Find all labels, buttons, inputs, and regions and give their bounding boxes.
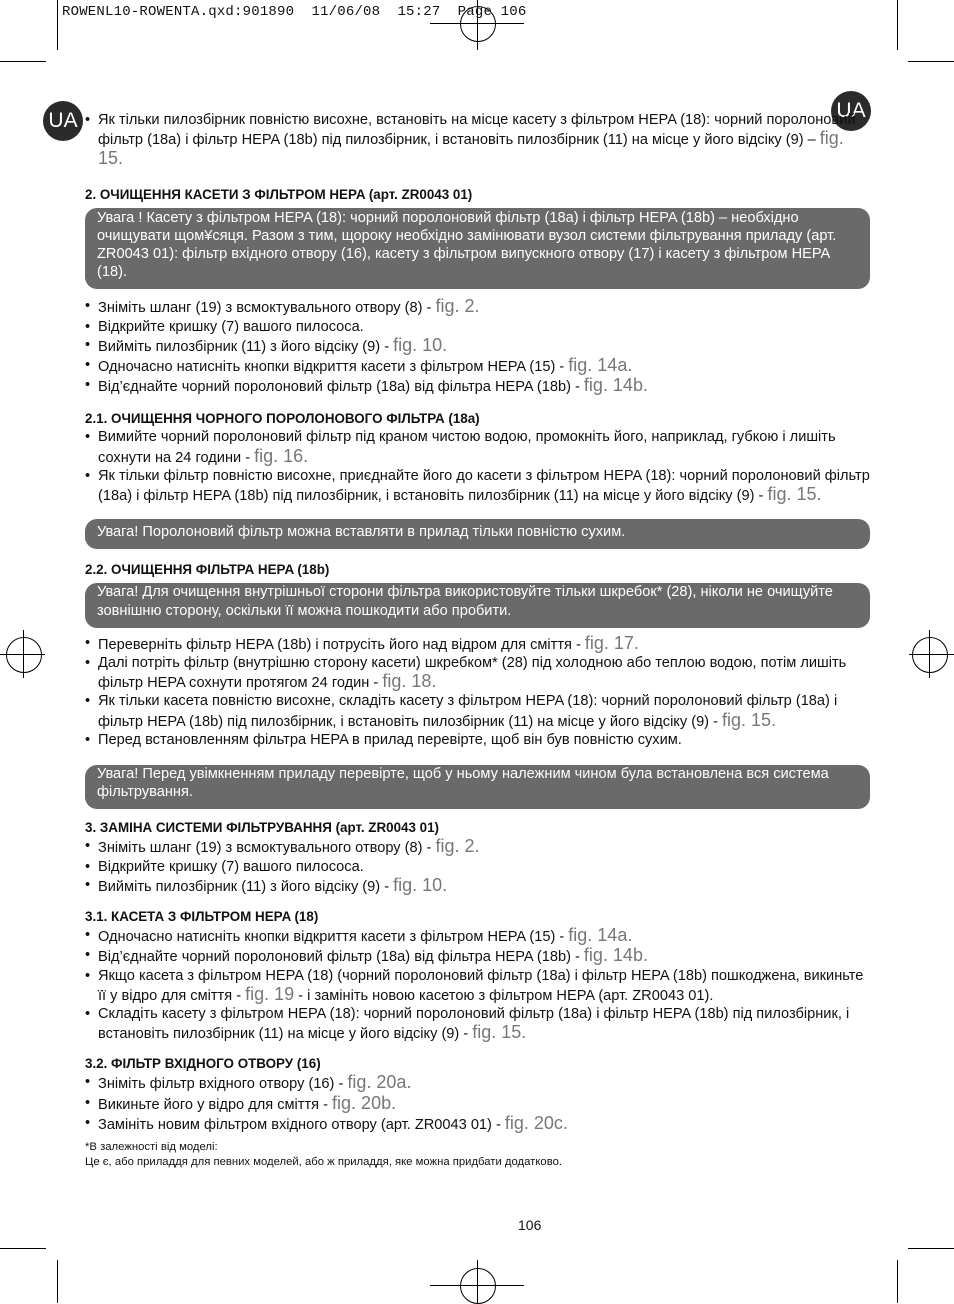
file-header: ROWENL10-ROWENTA.qxd:901890 11/06/08 15:27 Page 106 bbox=[62, 4, 527, 20]
list-item: • Вимийте чорний поролоновий фільтр під краном чистою водою, промокніть його, наприклад, губкою і лишіть сохнути на 24 години - fig. 16. bbox=[85, 428, 870, 466]
list-item: • Зніміть шланг (19) з всмоктувального отвору (8) - fig. 2. bbox=[85, 837, 870, 857]
crop-mark bbox=[897, 1260, 898, 1303]
footnote bbox=[85, 1140, 870, 1170]
crop-mark bbox=[430, 23, 524, 24]
list-item: • Як тільки фільтр повністю висохне, приєднайте його до касети з фільтром HEPA (18): чорний поролоновий фільтр (18a) і фільтр HEPA (18b) під пилозбірник, і встановіть пилозбірник (11) на місце у його відсіку (9) - fig. 15. bbox=[85, 467, 870, 505]
section-2-2-warning: Увага! Для очищення внутрішньої сторони фільтра використовуйте тільки шкребок* (28), ніколи не очищуйте зовнішню сторону, оскільки її можна пошкодити або пробити. bbox=[85, 583, 870, 627]
section-2-2-final-warning: Увага! Перед увімкненням приладу перевірте, щоб у ньому належним чином була встановлена вся система фільтрування. bbox=[85, 765, 870, 809]
crop-mark bbox=[0, 61, 46, 62]
section-2-heading: 2. ОЧИЩЕННЯ КАСЕТИ З ФІЛЬТРОМ HEPA (арт. ZR0043 01) bbox=[85, 186, 473, 202]
list-item: • Перед встановленням фільтра HEPA в прилад перевірте, щоб він був повністю сухим. bbox=[85, 731, 870, 749]
list-item: • Одночасно натисніть кнопки відкриття касети з фільтром HEPA (15) - fig. 14a. bbox=[85, 356, 870, 376]
crop-mark bbox=[929, 630, 930, 678]
footnote-line: Це є, або приладдя для певних моделей, або ж приладдя, яке можна придбати додатково. bbox=[85, 1155, 562, 1168]
section-2-2-heading: 2.2. ОЧИЩЕННЯ ФІЛЬТРА HEPA (18b) bbox=[85, 562, 330, 578]
crop-mark bbox=[908, 1248, 954, 1249]
list-item: • Замініть новим фільтром вхідного отвору (арт. ZR0043 01) - fig. 20c. bbox=[85, 1114, 870, 1134]
list-item: • Складіть касету з фільтром HEPA (18): чорний поролоновий фільтр (18a) і фільтр HEPA (18b) під пилозбірник, і встановіть пилозбірник (11) на місце у його відсіку (9) - fig. 15. bbox=[85, 1005, 870, 1043]
registration-mark bbox=[460, 1268, 496, 1304]
crop-mark bbox=[897, 0, 898, 50]
crop-mark bbox=[430, 1285, 524, 1286]
section-3-1-heading: 3.1. КАСЕТА З ФІЛЬТРОМ HEPA (18) bbox=[85, 909, 319, 925]
crop-mark bbox=[57, 1260, 58, 1303]
crop-mark bbox=[57, 0, 58, 50]
intro-bullet: • Як тільки пилозбірник повністю висохне, встановіть на місце касету з фільтром HEPA (18): чорний поролоновий фільтр (18a) і фільтр HEPA (18b) під пилозбірник, і встановіть пилозбірник (11) на місце у його відсіку (9) – fig. 15. bbox=[85, 111, 870, 170]
section-3-2-heading: 3.2. ФІЛЬТР ВХІДНОГО ОТВОРУ (16) bbox=[85, 1056, 321, 1072]
section-2-1-warning: Увага! Поролоновий фільтр можна вставляти в прилад тільки повністю сухим. bbox=[85, 519, 870, 549]
crop-mark bbox=[23, 630, 24, 678]
crop-mark bbox=[908, 61, 954, 62]
page-content bbox=[85, 111, 870, 1170]
list-item: • Від’єднайте чорний поролоновий фільтр (18a) від фільтра HEPA (18b) - fig. 14b. bbox=[85, 376, 870, 396]
page-number: 106 bbox=[518, 1217, 542, 1233]
section-2-steps bbox=[85, 297, 870, 396]
crop-mark bbox=[0, 1248, 46, 1249]
list-item: • Зніміть шланг (19) з всмоктувального отвору (8) - fig. 2. bbox=[85, 297, 870, 317]
list-item: • Зніміть фільтр вхідного отвору (16) - fig. 20a. bbox=[85, 1073, 870, 1093]
crop-mark bbox=[909, 654, 954, 655]
list-item: • Якщо касета з фільтром HEPA (18) (чорний поролоновий фільтр (18a) і фільтр HEPA (18b) пошкоджена, викиньте її у відро для сміття - fig. 19 - і замініть новою касетою з фільтром HEPA (арт. ZR0043 01). bbox=[85, 967, 870, 1005]
list-item: • Як тільки касета повністю висохне, складіть касету з фільтром HEPA (18): чорний поролоновий фільтр (18a) і фільтр HEPA (18b) під пилозбірник, і встановіть пилозбірник (11) на місце у його відсіку (9) - fig. 15. bbox=[85, 692, 870, 730]
list-item: • Вийміть пилозбірник (11) з його відсіку (9) - fig. 10. bbox=[85, 876, 870, 896]
list-item: • Відкрийте кришку (7) вашого пилососа. bbox=[85, 858, 870, 876]
registration-mark bbox=[912, 637, 948, 673]
list-item: • Далі потріть фільтр (внутрішню сторону касети) шкребком* (28) під холодною або теплою водою, потім лишіть фільтр HEPA сохнути протягом 24 годин - fig. 18. bbox=[85, 654, 870, 692]
language-badge-left: UA bbox=[43, 101, 83, 141]
list-item: • Відкрийте кришку (7) вашого пилососа. bbox=[85, 318, 870, 336]
footnote-line: *В залежності від моделі: bbox=[85, 1140, 218, 1153]
registration-mark bbox=[6, 637, 42, 673]
list-item: • Від’єднайте чорний поролоновий фільтр (18a) від фільтра HEPA (18b) - fig. 14b. bbox=[85, 946, 870, 966]
section-2-warning: Увага ! Касету з фільтром HEPA (18): чорний поролоновий фільтр (18a) і фільтр HEPA (18b) – необхідно очищувати щом¥сяця. Разом з тим, щороку необхідно замінювати вузол системи фільтрування приладу (арт. ZR0043 01): фільтр вхідного отвору (16), касету з фільтром випускного отвору (17) і касету з фільтром HEPA (18). bbox=[85, 208, 870, 290]
list-item: • Одночасно натисніть кнопки відкриття касети з фільтром HEPA (15) - fig. 14a. bbox=[85, 926, 870, 946]
language-badge-right: UA bbox=[831, 91, 871, 131]
crop-mark bbox=[477, 1260, 478, 1303]
list-item: • Викиньте його у відро для сміття - fig. 20b. bbox=[85, 1094, 870, 1114]
section-2-1-heading: 2.1. ОЧИЩЕННЯ ЧОРНОГО ПОРОЛОНОВОГО ФІЛЬТРА (18a) bbox=[85, 411, 480, 427]
list-item: • Вийміть пилозбірник (11) з його відсіку (9) - fig. 10. bbox=[85, 336, 870, 356]
list-item: • Переверніть фільтр HEPA (18b) і потрусіть його над відром для сміття - fig. 17. bbox=[85, 634, 870, 654]
section-3-heading: 3. ЗАМІНА СИСТЕМИ ФІЛЬТРУВАННЯ (арт. ZR0043 01) bbox=[85, 820, 440, 836]
